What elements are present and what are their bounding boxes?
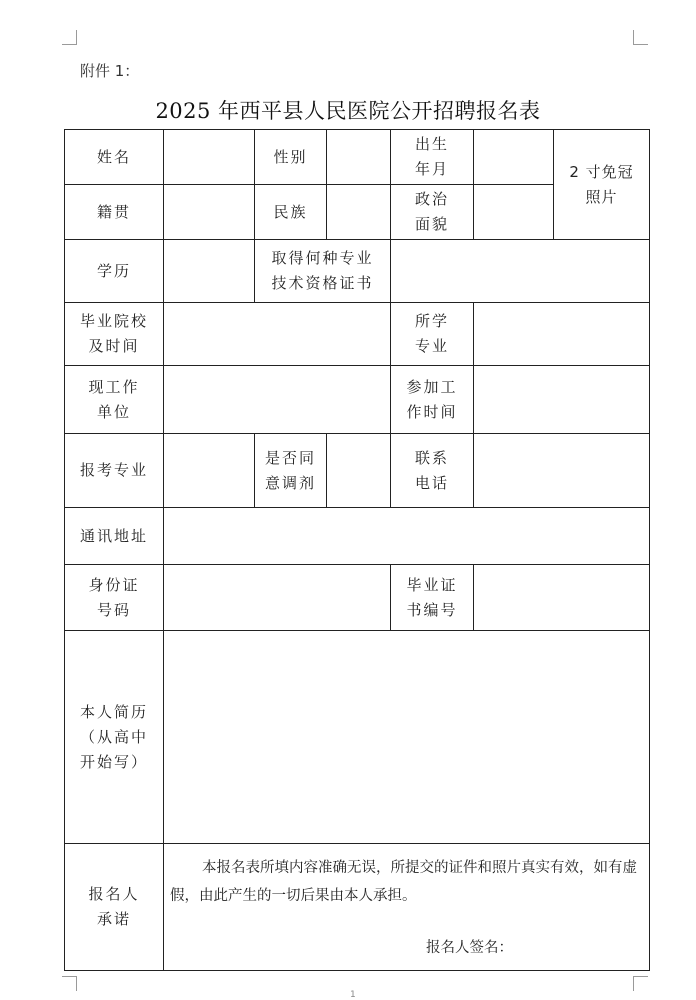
school-label: 毕业院校 及时间 xyxy=(65,303,164,366)
phone-value-cell[interactable] xyxy=(474,434,650,508)
adjustment-label: 是否同 意调剂 xyxy=(255,434,327,508)
workplace-value-cell[interactable] xyxy=(164,366,391,434)
qualification-value-cell[interactable] xyxy=(391,240,650,303)
signature-label: 报名人签名： xyxy=(426,940,513,956)
id-number-value-cell[interactable] xyxy=(164,565,391,631)
native-place-value-cell[interactable] xyxy=(164,185,255,240)
id-number-label: 身份证 号码 xyxy=(65,565,164,631)
phone-label: 联系 电话 xyxy=(391,434,474,508)
gender-value-cell[interactable] xyxy=(327,130,391,185)
resume-label: 本人简历 （从高中 开始写） xyxy=(65,631,164,844)
promise-statement: 本报名表所填内容准确无误，所提交的证件和照片真实有效，如有虚假，由此产生的一切后果由本人承担。 xyxy=(170,860,637,904)
address-value-cell[interactable] xyxy=(164,508,650,565)
applied-major-label: 报考专业 xyxy=(65,434,164,508)
page-title: 2025 年西平县人民医院公开招聘报名表 xyxy=(155,99,541,123)
political-status-value-cell[interactable] xyxy=(474,185,554,240)
applied-major-value-cell[interactable] xyxy=(164,434,255,508)
school-value-cell[interactable] xyxy=(164,303,391,366)
qualification-label: 取得何种专业 技术资格证书 xyxy=(255,240,391,303)
gender-label: 性别 xyxy=(255,130,327,185)
photo-placeholder[interactable]: 2 寸免冠 照片 xyxy=(554,130,650,240)
adjustment-value-cell[interactable] xyxy=(327,434,391,508)
promise-cell xyxy=(164,844,650,971)
ethnicity-value-cell[interactable] xyxy=(327,185,391,240)
page-corner-bottom-right xyxy=(633,976,648,991)
education-value-cell[interactable] xyxy=(164,240,255,303)
workplace-label: 现工作 单位 xyxy=(65,366,164,434)
name-label: 姓名 xyxy=(65,130,164,185)
work-start-label: 参加工 作时间 xyxy=(391,366,474,434)
political-status-label: 政治 面貌 xyxy=(391,185,474,240)
major-value-cell[interactable] xyxy=(474,303,650,366)
ethnicity-label: 民族 xyxy=(255,185,327,240)
page-number: 1 xyxy=(350,990,356,1000)
native-place-label: 籍贯 xyxy=(65,185,164,240)
name-value-cell[interactable] xyxy=(164,130,255,185)
registration-form-table xyxy=(64,129,650,971)
diploma-number-value-cell[interactable] xyxy=(474,565,650,631)
education-label: 学历 xyxy=(65,240,164,303)
page-corner-top-left xyxy=(62,30,77,45)
resume-value-cell[interactable] xyxy=(164,631,650,844)
promise-label: 报名人 承诺 xyxy=(65,844,164,971)
birth-date-label: 出生 年月 xyxy=(391,130,474,185)
major-label: 所学 专业 xyxy=(391,303,474,366)
work-start-value-cell[interactable] xyxy=(474,366,650,434)
page-corner-bottom-left xyxy=(62,976,77,991)
address-label: 通讯地址 xyxy=(65,508,164,565)
page-corner-top-right xyxy=(633,30,648,45)
diploma-number-label: 毕业证 书编号 xyxy=(391,565,474,631)
birth-date-value-cell[interactable] xyxy=(474,130,554,185)
attachment-label: 附件 1： xyxy=(80,62,140,80)
